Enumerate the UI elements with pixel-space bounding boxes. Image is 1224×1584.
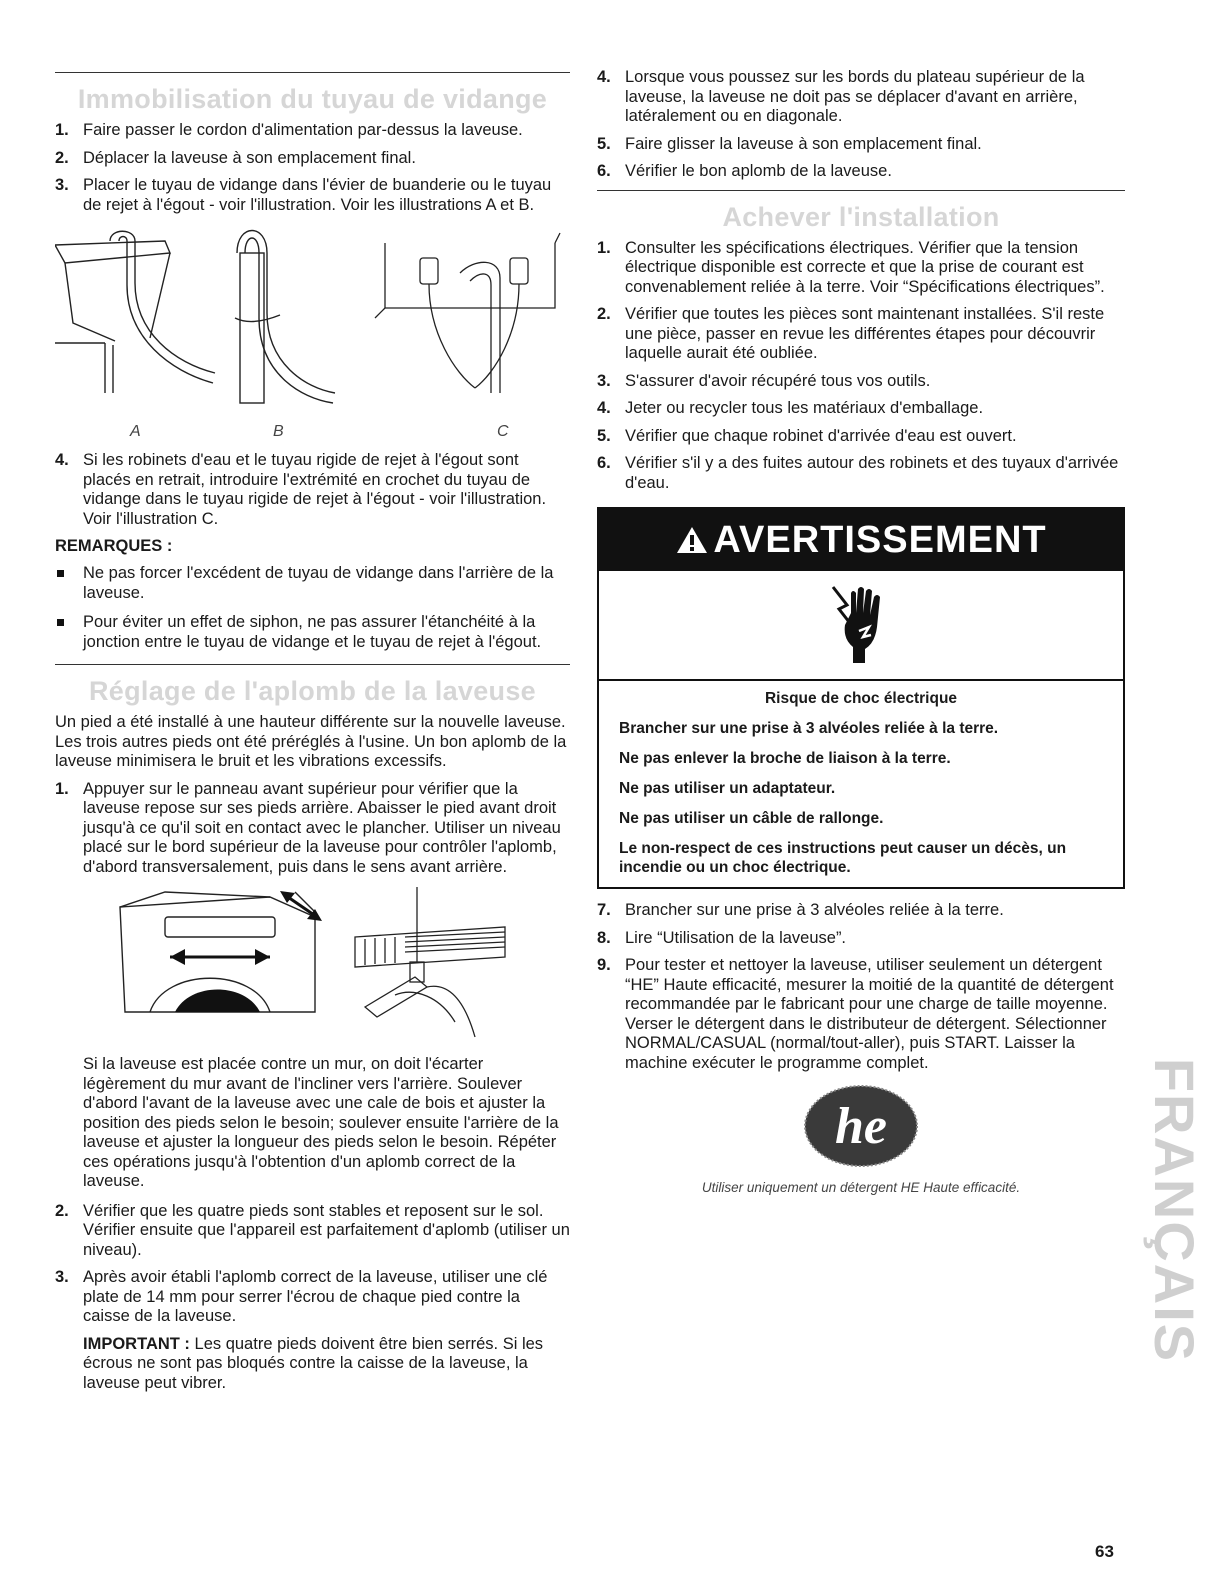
drain-hose-illustrations: [55, 223, 570, 423]
remarks-label: REMARQUES :: [55, 537, 173, 555]
left-column: [55, 0, 570, 1393]
warning-title: Risque de choc électrique: [764, 690, 958, 707]
leveling-wall-note: Si la laveuse est placée contre un mur, on doit l'écarter légèrement du mur avant de l'incliner vers l'arrière. Soulever d'abord l'avant de la laveuse avec une cale de bois et ajuster la position des pieds selon le besoin; soulever ensuite l'arrière de la laveuse et ajuster la longueur des pieds selon le besoin. Répéter ces opérations jusqu'à l'obtention d'un aplomb correct de la laveuse.: [83, 1055, 559, 1190]
leveling-intro: Un pied a été installé à une hauteur différente sur la nouvelle laveuse. Les trois autres pieds ont été préréglés à l'usine. Un bon aplomb de la laveuse minimisera le bruit et les vibrations excessifs.: [55, 713, 567, 770]
warning-header-text: AVERTISSEMENT: [713, 519, 1047, 561]
section-divider: [55, 664, 570, 665]
list-item: 1. Appuyer sur le panneau avant supérieur pour vérifier que la laveuse repose sur ses pieds arrière. Abaisser le pied avant droit jusqu'à ce qu'il soit en contact avec le plancher. Utiliser un niveau placé sur le bord supérieur de la laveuse pour contrôler l'aplomb, d'abord transversalement, puis dans le sens avant arrière.: [55, 779, 561, 876]
list-item: Ne pas forcer l'excédent de tuyau de vidange dans l'arrière de la laveuse.: [55, 564, 570, 603]
warning-line: Brancher sur une prise à 3 alvéoles reliée à la terre.: [619, 720, 999, 737]
illustration-label-b: B: [273, 423, 284, 440]
section-divider: [55, 72, 570, 73]
list-item: 3. S'assurer d'avoir récupéré tous vos outils.: [597, 371, 931, 390]
list-item: 2. Vérifier que les quatre pieds sont stables et reposent sur le sol. Vérifier ensuite que l'appareil est parfaitement d'aplomb (utiliser un niveau).: [55, 1201, 570, 1259]
illustration-label-a: A: [130, 423, 141, 440]
warning-line: Ne pas utiliser un adaptateur.: [619, 780, 836, 797]
warning-box: [597, 507, 1125, 889]
section-heading-drain-hose: Immobilisation du tuyau de vidange: [77, 84, 548, 114]
list-item: 2. Vérifier que toutes les pièces sont maintenant installées. S'il reste une pièce, passer en revue les différentes étapes pour découvrir laquelle aurait été oubliée.: [597, 305, 1105, 362]
illustration-b-standpipe: [235, 231, 335, 404]
section-heading-leveling: Réglage de l'aplomb de la laveuse: [89, 676, 536, 706]
list-item: 6. Vérifier s'il y a des fuites autour des robinets et des tuyaux d'arrivée d'eau.: [597, 454, 1119, 492]
list-item: 5. Faire glisser la laveuse à son emplacement final.: [597, 134, 982, 153]
svg-text:he: he: [835, 1098, 887, 1155]
important-label: IMPORTANT :: [83, 1334, 190, 1353]
list-item: 1. Faire passer le cordon d'alimentation par-dessus la laveuse.: [55, 121, 523, 139]
illustration-labels: [55, 423, 570, 445]
list-item: 1. Consulter les spécifications électriques. Vérifier que la tension électrique disponible est correcte et que la prise de courant est convenablement reliée à la terre. Voir “Spécifications électriques”.: [597, 238, 1105, 296]
he-caption: Utiliser uniquement un détergent HE Haute efficacité.: [701, 1180, 1021, 1195]
warning-line: Le non-respect de ces instructions peut causer un décès, un incendie ou un choc électrique.: [619, 840, 1067, 876]
final-steps: [597, 901, 1125, 1073]
leveling-step-1: [55, 780, 570, 878]
drain-hose-steps: [55, 121, 570, 215]
drain-hose-step-4: [55, 451, 570, 529]
warning-text: [599, 681, 1123, 887]
warning-line: Ne pas enlever la broche de liaison à la terre.: [619, 750, 951, 767]
list-item: 8. Lire “Utilisation de la laveuse”.: [597, 928, 847, 947]
section-heading-complete-install: Achever l'installation: [722, 201, 1000, 232]
list-item: 4. Si les robinets d'eau et le tuyau rigide de rejet à l'égout sont placés en retrait, introduire l'extrémité en crochet du tuyau de vidange dans le tuyau rigide de rejet à l'égout - voir l'illustration. Voir l'illustration C.: [55, 451, 547, 528]
important-note: IMPORTANT : Les quatre pieds doivent être bien serrés. Si les écrous ne sont pas bloqués contre la caisse de la laveuse, la laveuse peut vibrer.: [83, 1334, 544, 1392]
warning-header: [599, 509, 1123, 571]
leveling-steps-4-6: [597, 68, 1125, 182]
illustration-a-laundry-tub: [55, 231, 215, 393]
list-item: 4. Jeter ou recycler tous les matériaux d'emballage.: [597, 399, 984, 417]
complete-install-steps: [597, 239, 1125, 494]
illustration-label-c: C: [497, 423, 509, 440]
warning-icon-area: [599, 571, 1123, 681]
list-item: Pour éviter un effet de siphon, ne pas assurer l'étanchéité à la jonction entre le tuyau de vidange et le tuyau de rejet à l'égout.: [55, 613, 570, 652]
illustration-c-recessed: [375, 233, 560, 393]
list-item: 2. Déplacer la laveuse à son emplacement final.: [55, 148, 416, 167]
leveling-illustration: [55, 887, 570, 1047]
list-item: 7. Brancher sur une prise à 3 alvéoles reliée à la terre.: [597, 901, 1004, 919]
remarks-list: [55, 564, 570, 652]
list-item: 3. Après avoir établi l'aplomb correct de la laveuse, utiliser une clé plate de 14 mm pour serrer l'écrou de chaque pied contre la caisse de la laveuse.: [55, 1268, 548, 1325]
right-column: [597, 0, 1125, 1195]
section-divider: [597, 190, 1125, 191]
list-item: 4. Lorsque vous poussez sur les bords du plateau supérieur de la laveuse, la laveuse ne doit pas se déplacer d'avant en arrière, latéralement ou en diagonale.: [597, 68, 1085, 125]
list-item: 3. Placer le tuyau de vidange dans l'évier de buanderie ou le tuyau de rejet à l'égout - voir l'illustration. Voir les illustrations A et B.: [55, 176, 552, 214]
language-side-tab: FRANÇAIS: [1143, 1057, 1207, 1363]
list-item: 9. Pour tester et nettoyer la laveuse, utiliser seulement un détergent “HE” Haute efficacité, mesurer la moitié de la quantité de détergent recommandée par le fabricant pour une charge de taille moyenne. Verser le détergent dans le distributeur de détergent. Sélectionner NORMAL/CASUAL (normal/tout-aller), puis START. Laisser la machine exécuter le programme complet.: [597, 956, 1114, 1072]
list-item: 5. Vérifier que chaque robinet d'arrivée d'eau est ouvert.: [597, 426, 1017, 445]
page-number: 63: [1095, 1542, 1114, 1561]
warning-triangle-icon: [675, 525, 709, 555]
list-item: 6. Vérifier le bon aplomb de la laveuse.: [597, 162, 892, 180]
he-logo-icon: [801, 1081, 921, 1171]
leveling-steps-2-3: [55, 1202, 570, 1327]
warning-line: Ne pas utiliser un câble de rallonge.: [619, 810, 884, 827]
electric-shock-hand-icon: [831, 583, 891, 667]
he-logo-block: [597, 1081, 1125, 1195]
